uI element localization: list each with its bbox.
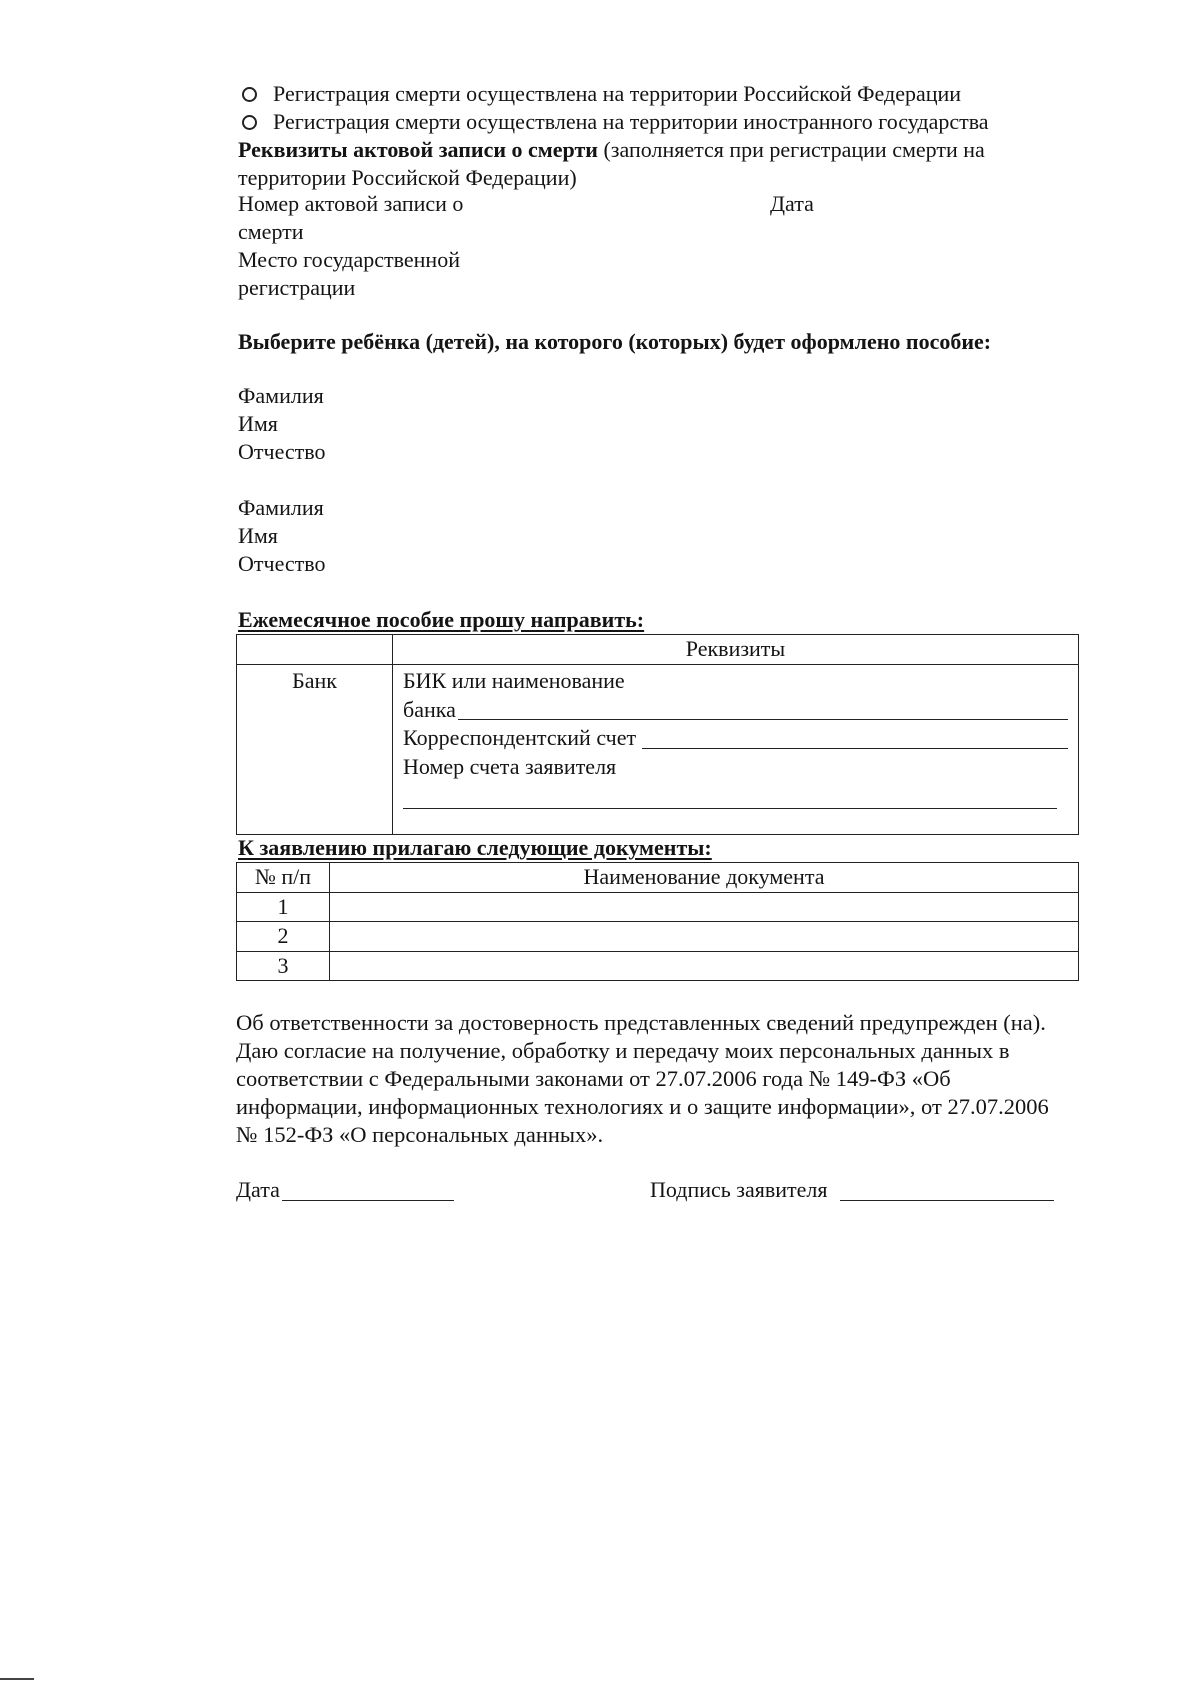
child-2-name-label: Имя (238, 523, 278, 548)
death-record-heading-note: (заполняется при регистрации смерти на (603, 137, 985, 162)
death-record-heading-bold: Реквизиты актовой записи о смерти (238, 137, 598, 162)
child-1-patronymic-label: Отчество (238, 439, 326, 464)
applicant-signature-label: Подпись заявителя (650, 1177, 828, 1202)
corr-account-label: Корреспондентский счет (403, 725, 637, 751)
registration-place-label: Место государственной (238, 247, 460, 272)
documents-num-header: № п/п (237, 863, 330, 893)
bik-label-cont: банка (403, 696, 456, 722)
bik-label: БИК или наименование (403, 668, 625, 693)
consent-line-2: Даю согласие на получение, обработку и передачу моих персональных данных в (236, 1038, 1010, 1063)
consent-line-3: соответствии с Федеральными законами от 27.07.2006 года № 149-ФЗ «Об (236, 1066, 951, 1091)
document-row-number: 2 (237, 922, 330, 952)
payment-table (236, 634, 1079, 835)
applicant-signature-field (650, 1176, 1054, 1205)
corr-account-input-line[interactable] (642, 731, 1068, 749)
consent-line-4: информации, информационных технологиях и о защите информации», от 27.07.2006 (236, 1094, 1049, 1119)
documents-heading: К заявлению прилагаю следующие документы: (238, 835, 712, 860)
signature-date-field (236, 1176, 454, 1205)
registration-place-label-cont: регистрации (238, 275, 356, 300)
payment-requisites-header: Реквизиты (393, 635, 1079, 665)
child-2-patronymic-label: Отчество (238, 551, 326, 576)
account-input-line[interactable] (403, 791, 1057, 809)
document-name-cell[interactable] (330, 892, 1079, 922)
child-2-surname-label: Фамилия (238, 495, 324, 520)
child-1-surname-label: Фамилия (238, 383, 324, 408)
document-row-number: 3 (237, 951, 330, 981)
corr-account-row (403, 724, 1068, 753)
radio-option-rf[interactable] (238, 80, 961, 109)
table-row (237, 951, 1079, 981)
payment-bank-row (237, 665, 1079, 835)
applicant-signature-input-line[interactable] (840, 1183, 1054, 1201)
bik-input-line[interactable] (458, 702, 1068, 720)
payment-heading: Ежемесячное пособие прошу направить: (238, 607, 645, 632)
death-record-heading-note-2: территории Российской Федерации) (238, 165, 577, 190)
document-name-cell[interactable] (330, 951, 1079, 981)
death-record-heading (238, 136, 985, 165)
bank-requisites-cell (393, 665, 1079, 835)
document-name-cell[interactable] (330, 922, 1079, 952)
signature-date-input-line[interactable] (282, 1183, 454, 1201)
page-corner-mark (0, 1678, 34, 1682)
payment-method-header-cell (237, 635, 393, 665)
record-number-label: Номер актовой записи о (238, 191, 464, 216)
documents-name-header: Наименование документа (330, 863, 1079, 893)
payment-method-bank: Банк (237, 665, 393, 835)
radio-option-label: Регистрация смерти осуществлена на территории Российской Федерации (273, 81, 962, 106)
radio-circle-icon[interactable] (242, 115, 257, 130)
consent-line-5: № 152-ФЗ «О персональных данных». (236, 1122, 604, 1147)
documents-table (236, 862, 1079, 981)
children-heading: Выберите ребёнка (детей), на которого (которых) будет оформлено пособие: (238, 329, 992, 354)
radio-option-label: Регистрация смерти осуществлена на территории иностранного государства (273, 109, 989, 134)
signature-date-label: Дата (236, 1177, 280, 1202)
radio-option-foreign[interactable] (238, 108, 989, 137)
consent-line-1: Об ответственности за достоверность представленных сведений предупрежден (на). (236, 1010, 1046, 1035)
record-number-label-cont: смерти (238, 219, 304, 244)
documents-header-row (237, 863, 1079, 893)
bik-field-row (403, 696, 1068, 725)
record-date-label: Дата (770, 191, 814, 216)
account-label: Номер счета заявителя (403, 753, 617, 779)
child-1-name-label: Имя (238, 411, 278, 436)
table-row (237, 892, 1079, 922)
payment-table-header-row (237, 635, 1079, 665)
document-row-number: 1 (237, 892, 330, 922)
table-row (237, 922, 1079, 952)
radio-circle-icon[interactable] (242, 87, 257, 102)
